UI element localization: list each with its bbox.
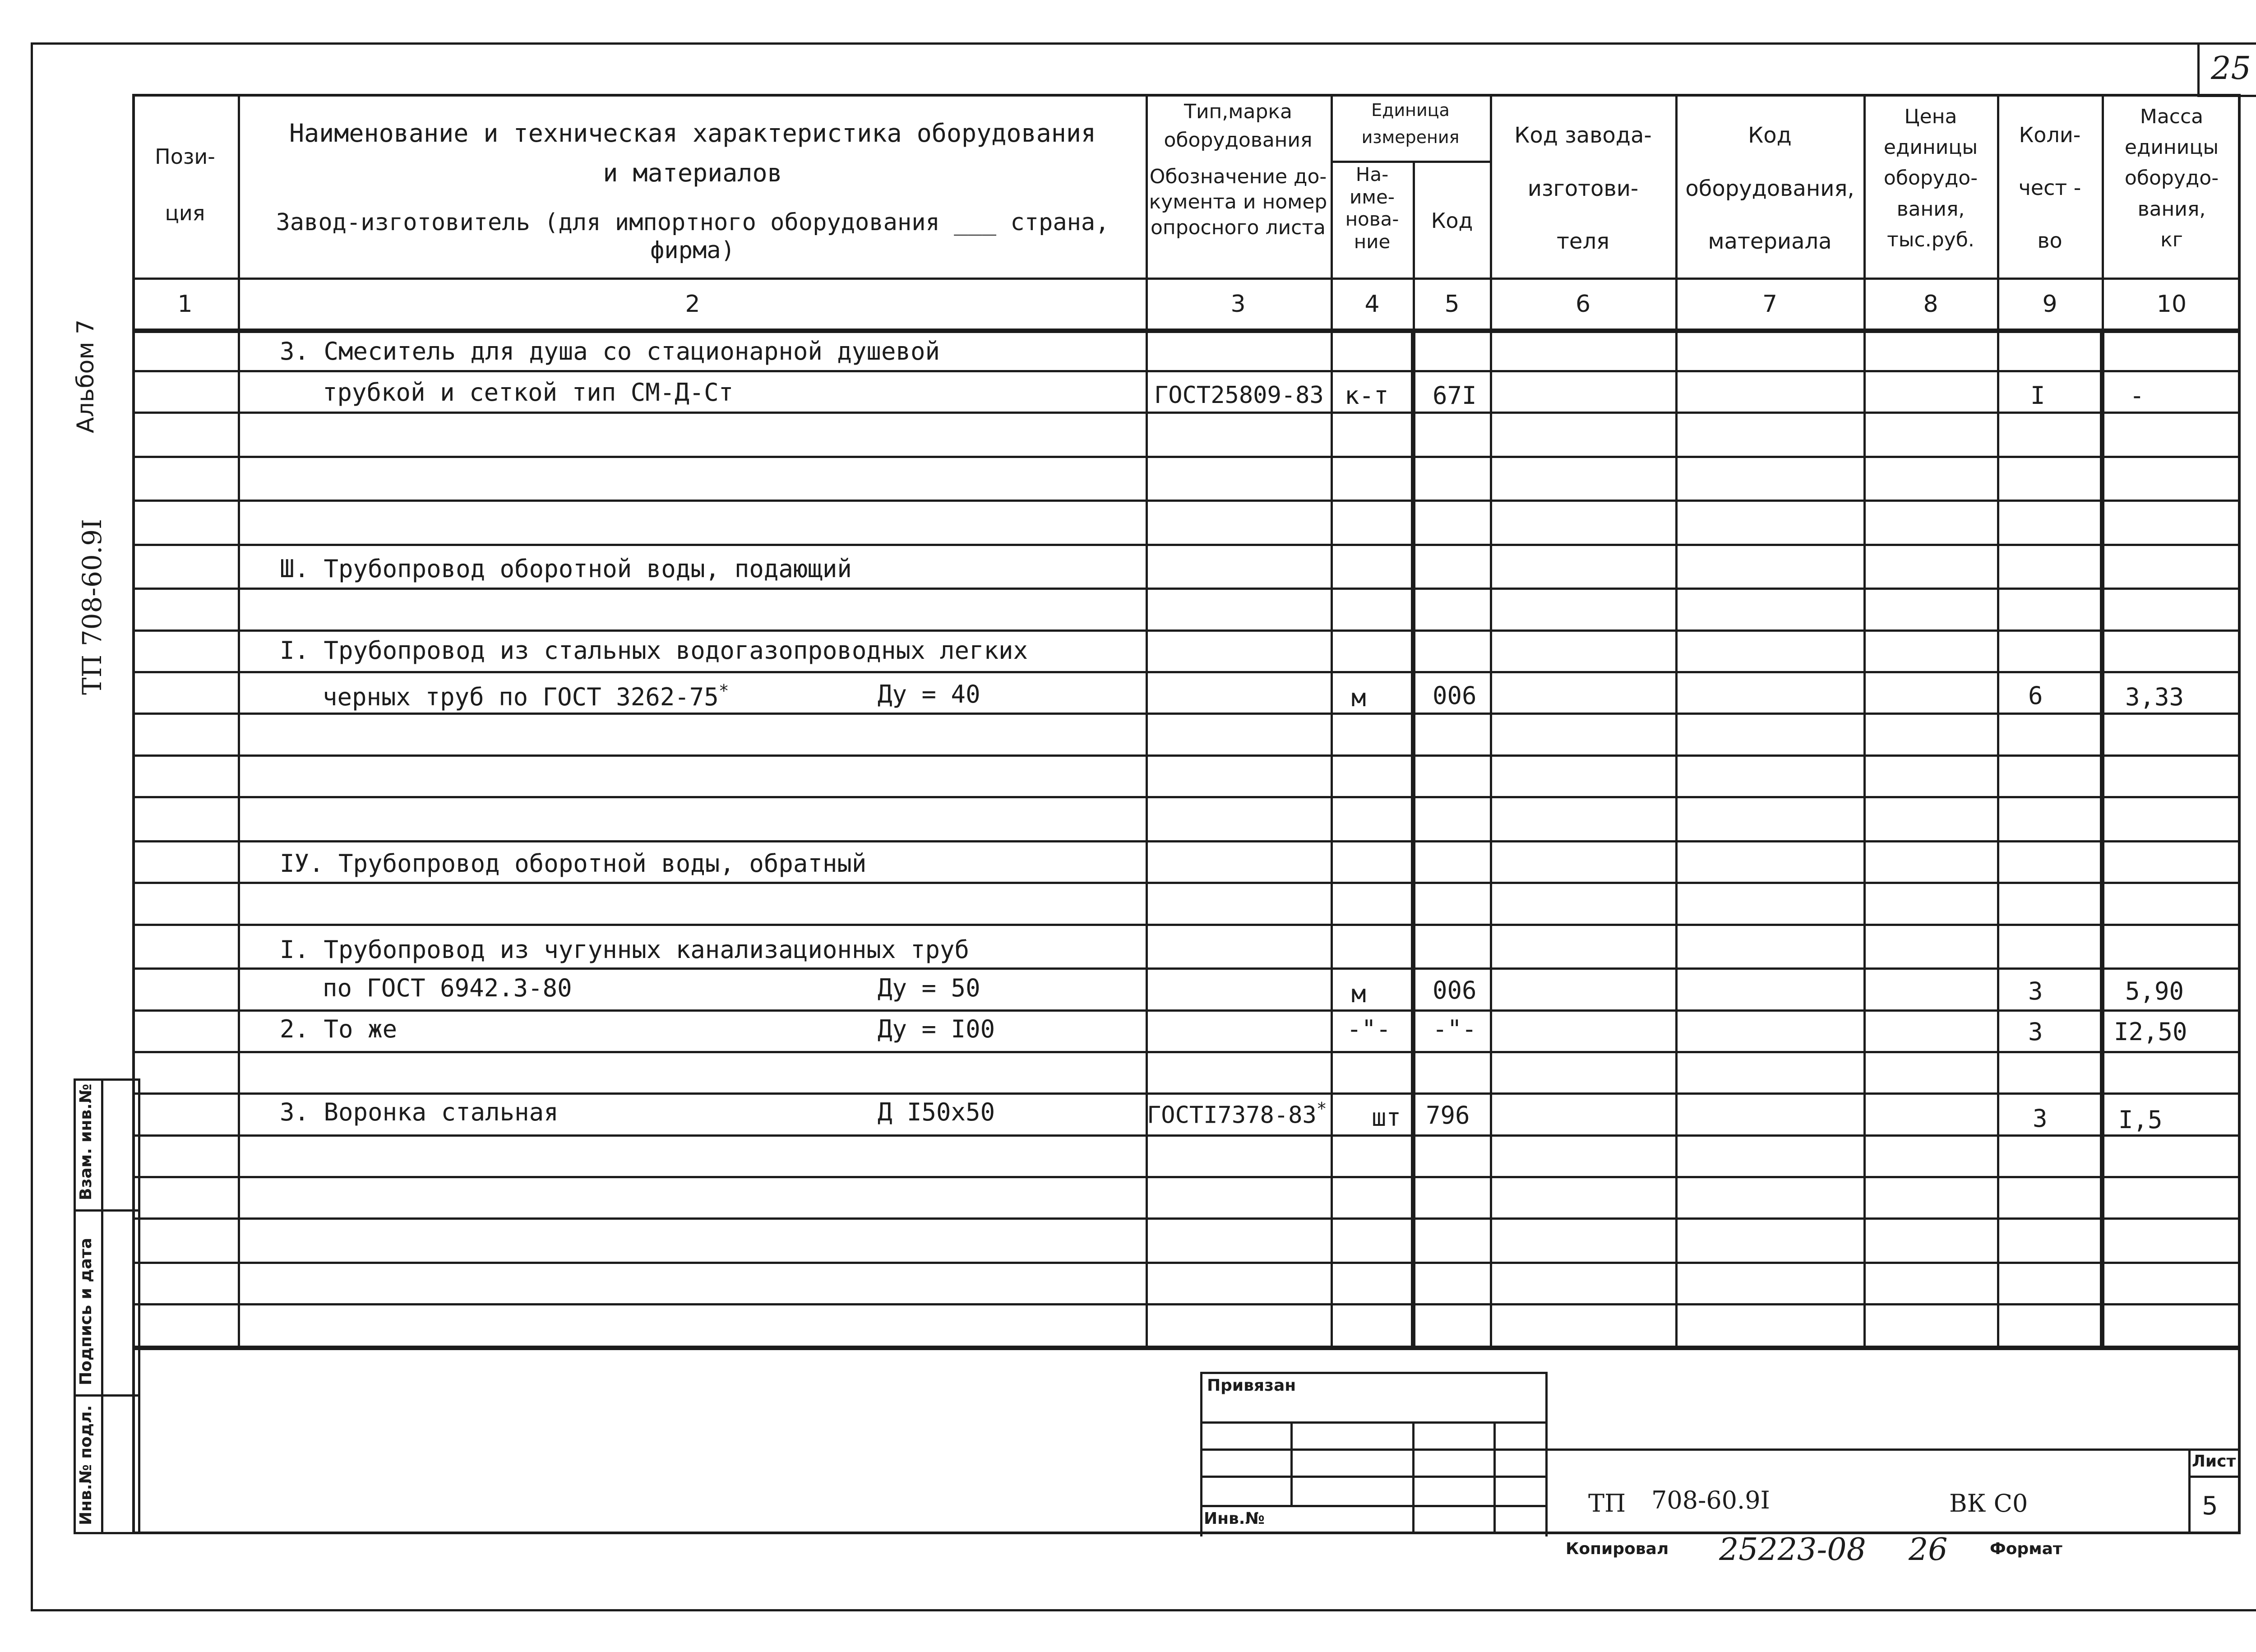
item-name: I. Трубопровод из чугунных канализационных труб [280, 935, 970, 964]
item-qty: 3 [2033, 1104, 2048, 1133]
section-title: IУ. Трубопровод оборотной воды, обратный [280, 849, 867, 878]
section-title: Ш. Трубопровод оборотной воды, подающий [280, 555, 852, 583]
thick-line-col5-left [1411, 330, 1415, 1348]
title-block-top [1548, 1448, 2241, 1451]
item-unit: м [1351, 684, 1366, 712]
header-factory-code: Код завода- изготови- теля [1514, 123, 1652, 255]
colnum-10: 10 [2156, 291, 2187, 318]
item-code: -"- [1433, 1015, 1477, 1043]
format-label: Формат [1990, 1540, 2062, 1558]
item-qty: 3 [2028, 1018, 2043, 1046]
table-body-bottom-line [132, 1346, 2241, 1350]
row-line [132, 370, 2241, 372]
left-stamp-line-1 [74, 1209, 140, 1212]
item-mass: - [2130, 381, 2145, 410]
sheet-box-left [2188, 1448, 2191, 1534]
item-name: черных труб по ГОСТ 3262-75* [323, 681, 729, 711]
page-number-box-left [2197, 42, 2200, 97]
item-code: 67I [1433, 381, 1477, 410]
row-line [132, 1303, 2241, 1305]
header-type-doc: Тип,марка оборудования Обозначение до- кумента и номер опросного листа [1149, 100, 1327, 240]
left-stamp-line-2 [74, 1394, 140, 1397]
stamp-podpis-data: Подпись и дата [77, 1238, 95, 1385]
colnum-6: 6 [1575, 291, 1591, 318]
row-line [132, 1176, 2241, 1178]
item-name: трубкой и сеткой тип СМ-Д-Ст [323, 378, 734, 407]
row-line [132, 796, 2241, 798]
item-name: по ГОСТ 6942.3-80 [323, 974, 572, 1002]
row-line [132, 754, 2241, 757]
row-line [132, 882, 2241, 884]
sheet-box-divider [2188, 1476, 2241, 1478]
item-mass: 5,90 [2125, 977, 2184, 1005]
item-name: 3. Смеситель для душа со стационарной душевой [280, 337, 940, 366]
row-line [132, 412, 2241, 414]
item-qty: 6 [2028, 681, 2043, 710]
colnum-8: 8 [1923, 291, 1938, 318]
page-number: 25 [2211, 50, 2251, 87]
unit-group-divider [1331, 161, 1490, 163]
item-qty: 3 [2028, 977, 2043, 1005]
binding-col-1 [1290, 1421, 1293, 1505]
header-unit-code: Код [1431, 208, 1473, 233]
sheet-number: 5 [2202, 1491, 2218, 1521]
item-unit: к-т [1345, 381, 1389, 410]
row-line [132, 456, 2241, 458]
item-unit: -"- [1347, 1015, 1391, 1043]
binding-col-3 [1493, 1421, 1496, 1534]
col-line-7 [1863, 94, 1866, 1348]
item-dimension: Ду = I00 [878, 1015, 995, 1043]
copied-label: Копировал [1566, 1540, 1669, 1558]
col-line-8 [1997, 94, 1999, 1348]
row-line [132, 1217, 2241, 1220]
item-dimension: Ду = 50 [878, 974, 980, 1002]
col-line-6 [1675, 94, 1678, 1348]
item-name: 3. Воронка стальная [280, 1098, 559, 1126]
item-mass: I,5 [2118, 1106, 2163, 1134]
title-tp: ТП [1588, 1489, 1626, 1518]
title-mark: ВК С0 [1949, 1489, 2028, 1518]
item-dimension: Ду = 40 [878, 680, 980, 708]
item-code: 006 [1433, 681, 1477, 710]
archive-number: 25223-08 [1719, 1532, 1866, 1568]
header-equipment-code: Код оборудования, материала [1685, 123, 1854, 255]
left-stamp-divider [101, 1078, 103, 1534]
item-unit: шт [1372, 1103, 1401, 1132]
stamp-vzam-inv: Взам. инв.№ [77, 1083, 95, 1200]
header-unit-name: На- име- нова- ние [1345, 163, 1399, 253]
header-bottom-line [132, 278, 2241, 280]
item-unit: м [1351, 980, 1366, 1008]
header-quantity: Коли- чест - во [2018, 123, 2081, 253]
colnum-3: 3 [1230, 291, 1246, 318]
row-line [132, 544, 2241, 546]
title-doc-code: 708-60.9I [1651, 1486, 1770, 1514]
row-line [132, 500, 2241, 502]
colnum-1: 1 [177, 291, 193, 318]
colnum-2: 2 [685, 291, 700, 318]
row-line [132, 1134, 2241, 1137]
row-line [132, 1092, 2241, 1095]
colnum-7: 7 [1762, 291, 1778, 318]
item-doc: ГОСТ25809-83 [1154, 382, 1324, 409]
row-line [132, 671, 2241, 673]
item-dimension: Д I50x50 [878, 1098, 995, 1126]
row-line [132, 1051, 2241, 1053]
col-line-3 [1331, 94, 1333, 1348]
header-position: Пози- ция [155, 144, 215, 226]
row-line [132, 588, 2241, 590]
row-line [132, 1262, 2241, 1264]
item-code: 796 [1426, 1101, 1470, 1129]
item-mass: 3,33 [2125, 683, 2184, 711]
binding-col-2 [1412, 1421, 1415, 1534]
thick-line-col9-right [2100, 330, 2104, 1348]
col-line-5 [1490, 94, 1492, 1348]
header-mass: Масса единицы оборудо- вания, кг [2124, 105, 2219, 251]
colnum-bottom-line [132, 329, 2241, 333]
colnum-5: 5 [1444, 291, 1460, 318]
project-side-label: ТП 708-60.9I [77, 518, 107, 695]
album-label: Альбом 7 [72, 319, 99, 433]
item-name: I. Трубопровод из стальных водогазопроводных легких [280, 636, 1028, 665]
binding-label: Привязан [1207, 1376, 1296, 1395]
row-line [132, 713, 2241, 715]
colnum-9: 9 [2042, 291, 2057, 318]
item-qty: I [2030, 381, 2045, 410]
header-name: Наименование и техническая характеристика оборудования и материалов Завод-изготовитель (для импортного оборудования ___ страна, фирма) [276, 119, 1110, 264]
row-line [132, 967, 2241, 970]
header-unit-group: Единица измерения [1361, 100, 1460, 147]
col-line-1 [238, 94, 240, 1348]
item-code: 006 [1433, 976, 1477, 1004]
row-line [132, 1009, 2241, 1012]
archive-sheet: 26 [1909, 1532, 1948, 1568]
stamp-inv-podl: Инв.№ подл. [77, 1405, 95, 1525]
col-line-2 [1146, 94, 1148, 1348]
row-line [132, 629, 2241, 632]
item-doc: ГОСТI7378-83* [1147, 1099, 1327, 1129]
row-line [132, 924, 2241, 926]
sheet-label: Лист [2192, 1452, 2236, 1471]
item-name: 2. То же [280, 1015, 398, 1043]
colnum-4: 4 [1364, 291, 1380, 318]
item-mass: I2,50 [2114, 1018, 2187, 1046]
inv-no-label: Инв.№ [1204, 1509, 1265, 1528]
header-price: Цена единицы оборудо- вания, тыс.руб. [1883, 105, 1978, 251]
row-line [132, 840, 2241, 842]
